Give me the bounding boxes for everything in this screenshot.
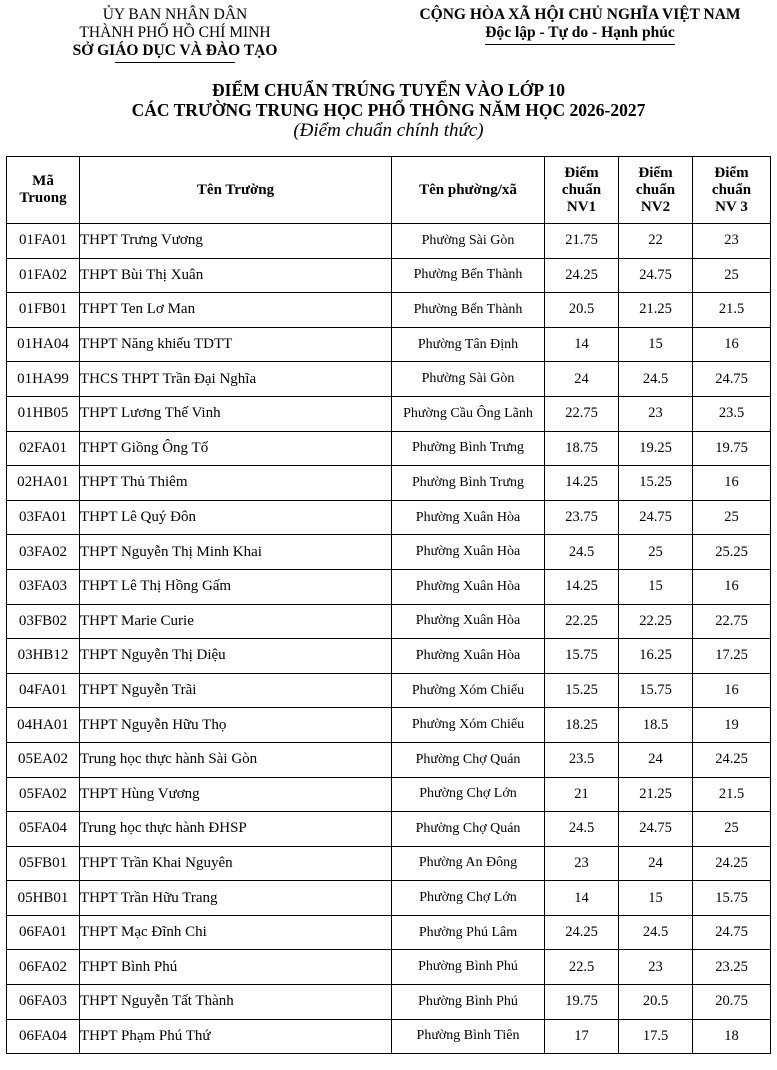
cell-school-code: 06FA02 xyxy=(7,950,80,985)
cell-ward: Phường Xuân Hòa xyxy=(392,535,545,570)
cell-school-name: THPT Lê Quý Đôn xyxy=(80,500,392,535)
cell-school-name: THPT Trần Hữu Trang xyxy=(80,881,392,916)
cell-ward: Phường Bình Phú xyxy=(392,950,545,985)
admission-scores-table xyxy=(6,156,771,1054)
cell-score-nv2: 24.75 xyxy=(619,812,693,847)
cell-school-name: Trung học thực hành Sài Gòn xyxy=(80,742,392,777)
cell-score-nv3: 23.5 xyxy=(693,396,771,431)
table-row xyxy=(7,708,771,743)
cell-ward: Phường Chợ Quán xyxy=(392,812,545,847)
cell-score-nv2: 24.75 xyxy=(619,258,693,293)
cell-score-nv2: 15 xyxy=(619,327,693,362)
cell-score-nv1: 20.5 xyxy=(545,293,619,328)
cell-school-name: THPT Nguyễn Hữu Thọ xyxy=(80,708,392,743)
cell-score-nv3: 16 xyxy=(693,569,771,604)
table-row xyxy=(7,985,771,1020)
cell-ward: Phường Xuân Hòa xyxy=(392,604,545,639)
table-row xyxy=(7,396,771,431)
cell-school-name: THPT Trần Khai Nguyên xyxy=(80,846,392,881)
table-row xyxy=(7,362,771,397)
cell-score-nv3: 19 xyxy=(693,708,771,743)
cell-score-nv3: 25.25 xyxy=(693,535,771,570)
table-row xyxy=(7,673,771,708)
cell-score-nv3: 21.5 xyxy=(693,777,771,812)
cell-score-nv1: 21 xyxy=(545,777,619,812)
cell-school-code: 05FA04 xyxy=(7,812,80,847)
cell-score-nv3: 22.75 xyxy=(693,604,771,639)
cell-score-nv2: 23 xyxy=(619,950,693,985)
table-row xyxy=(7,535,771,570)
cell-score-nv1: 14 xyxy=(545,881,619,916)
issuer-header xyxy=(60,6,290,63)
cell-score-nv3: 16 xyxy=(693,466,771,501)
cell-school-code: 01HB05 xyxy=(7,396,80,431)
cell-score-nv2: 16.25 xyxy=(619,639,693,674)
cell-score-nv3: 21.5 xyxy=(693,293,771,328)
cell-score-nv1: 18.25 xyxy=(545,708,619,743)
cell-school-name: THPT Thủ Thiêm xyxy=(80,466,392,501)
cell-score-nv3: 20.75 xyxy=(693,985,771,1020)
table-row xyxy=(7,915,771,950)
cell-score-nv2: 17.5 xyxy=(619,1019,693,1054)
cell-school-name: THPT Nguyễn Trãi xyxy=(80,673,392,708)
cell-score-nv1: 14 xyxy=(545,327,619,362)
header-ward: Tên phường/xã xyxy=(392,157,545,224)
cell-ward: Phường Bình Trưng xyxy=(392,466,545,501)
cell-ward: Phường Chợ Quán xyxy=(392,742,545,777)
cell-school-code: 02HA01 xyxy=(7,466,80,501)
cell-school-code: 04HA01 xyxy=(7,708,80,743)
issuer-department: SỞ GIÁO DỤC VÀ ĐÀO TẠO xyxy=(72,42,278,59)
cell-school-name: THPT Hùng Vương xyxy=(80,777,392,812)
cell-ward: Phường Xuân Hòa xyxy=(392,569,545,604)
cell-school-name: THPT Ten Lơ Man xyxy=(80,293,392,328)
cell-ward: Phường Bến Thành xyxy=(392,258,545,293)
cell-school-code: 01HA99 xyxy=(7,362,80,397)
table-row xyxy=(7,293,771,328)
cell-ward: Phường Bình Trưng xyxy=(392,431,545,466)
cell-score-nv1: 24 xyxy=(545,362,619,397)
cell-score-nv3: 16 xyxy=(693,327,771,362)
cell-ward: Phường Bình Tiên xyxy=(392,1019,545,1054)
cell-school-code: 04FA01 xyxy=(7,673,80,708)
cell-score-nv1: 24.25 xyxy=(545,258,619,293)
cell-score-nv2: 18.5 xyxy=(619,708,693,743)
cell-school-name: THPT Nguyễn Tất Thành xyxy=(80,985,392,1020)
table-row xyxy=(7,950,771,985)
table-row xyxy=(7,327,771,362)
cell-score-nv2: 21.25 xyxy=(619,777,693,812)
cell-ward: Phường Xóm Chiếu xyxy=(392,673,545,708)
cell-score-nv3: 25 xyxy=(693,812,771,847)
cell-score-nv2: 19.25 xyxy=(619,431,693,466)
cell-ward: Phường Chợ Lớn xyxy=(392,777,545,812)
cell-ward: Phường Xóm Chiếu xyxy=(392,708,545,743)
cell-score-nv3: 19.75 xyxy=(693,431,771,466)
cell-ward: Phường Xuân Hòa xyxy=(392,500,545,535)
table-row xyxy=(7,1019,771,1054)
table-row xyxy=(7,777,771,812)
table-body xyxy=(7,224,771,1054)
table-row xyxy=(7,639,771,674)
cell-score-nv2: 24.5 xyxy=(619,915,693,950)
cell-score-nv1: 19.75 xyxy=(545,985,619,1020)
cell-ward: Phường Bình Phú xyxy=(392,985,545,1020)
motto-underline xyxy=(485,44,675,45)
cell-score-nv3: 15.75 xyxy=(693,881,771,916)
cell-school-name: THPT Phạm Phú Thứ xyxy=(80,1019,392,1054)
cell-ward: Phường Xuân Hòa xyxy=(392,639,545,674)
table-row xyxy=(7,742,771,777)
cell-school-name: THPT Marie Curie xyxy=(80,604,392,639)
cell-school-code: 05FB01 xyxy=(7,846,80,881)
cell-school-name: THPT Giồng Ông Tố xyxy=(80,431,392,466)
national-header xyxy=(400,6,760,45)
cell-school-name: THPT Nguyễn Thị Minh Khai xyxy=(80,535,392,570)
cell-school-code: 03HB12 xyxy=(7,639,80,674)
national-name: CỘNG HÒA XÃ HỘI CHỦ NGHĨA VIỆT NAM xyxy=(419,6,741,23)
header-nv3: Điểm chuẩn NV 3 xyxy=(693,157,771,224)
cell-school-name: THCS THPT Trần Đại Nghĩa xyxy=(80,362,392,397)
cell-ward: Phường Phú Lâm xyxy=(392,915,545,950)
cell-ward: Phường An Đông xyxy=(392,846,545,881)
document-title-line-2: CÁC TRƯỜNG TRUNG HỌC PHỔ THÔNG NĂM HỌC 2026-2027 xyxy=(131,100,646,120)
cell-score-nv1: 24.25 xyxy=(545,915,619,950)
cell-school-name: THPT Lê Thị Hồng Gấm xyxy=(80,569,392,604)
cell-score-nv1: 14.25 xyxy=(545,466,619,501)
cell-score-nv2: 23 xyxy=(619,396,693,431)
national-motto: Độc lập - Tự do - Hạnh phúc xyxy=(485,24,675,41)
cell-score-nv2: 22.25 xyxy=(619,604,693,639)
table-row xyxy=(7,569,771,604)
header-nv1: Điểm chuẩn NV1 xyxy=(545,157,619,224)
cell-school-name: THPT Trưng Vương xyxy=(80,224,392,259)
cell-school-name: THPT Lương Thế Vinh xyxy=(80,396,392,431)
cell-score-nv1: 18.75 xyxy=(545,431,619,466)
cell-score-nv3: 24.25 xyxy=(693,846,771,881)
table-row xyxy=(7,846,771,881)
cell-school-code: 05HB01 xyxy=(7,881,80,916)
cell-score-nv3: 24.75 xyxy=(693,915,771,950)
cell-score-nv3: 16 xyxy=(693,673,771,708)
cell-score-nv1: 21.75 xyxy=(545,224,619,259)
cell-school-code: 06FA04 xyxy=(7,1019,80,1054)
table-row xyxy=(7,812,771,847)
cell-score-nv2: 24.75 xyxy=(619,500,693,535)
table-row xyxy=(7,604,771,639)
cell-score-nv1: 24.5 xyxy=(545,535,619,570)
cell-score-nv3: 18 xyxy=(693,1019,771,1054)
cell-ward: Phường Bến Thành xyxy=(392,293,545,328)
issuer-line-1: ỦY BAN NHÂN DÂN xyxy=(102,6,248,23)
cell-score-nv1: 15.25 xyxy=(545,673,619,708)
cell-score-nv3: 23 xyxy=(693,224,771,259)
cell-ward: Phường Cầu Ông Lãnh xyxy=(392,396,545,431)
cell-score-nv3: 25 xyxy=(693,258,771,293)
cell-school-name: THPT Bùi Thị Xuân xyxy=(80,258,392,293)
cell-ward: Phường Tân Định xyxy=(392,327,545,362)
cell-score-nv1: 23 xyxy=(545,846,619,881)
cell-school-code: 03FA03 xyxy=(7,569,80,604)
table-row xyxy=(7,224,771,259)
cell-school-code: 03FA02 xyxy=(7,535,80,570)
cell-score-nv3: 17.25 xyxy=(693,639,771,674)
document-title-line-1: ĐIỂM CHUẨN TRÚNG TUYỂN VÀO LỚP 10 xyxy=(212,80,565,100)
document-title-block xyxy=(0,80,777,142)
cell-school-code: 06FA01 xyxy=(7,915,80,950)
cell-school-code: 03FA01 xyxy=(7,500,80,535)
cell-score-nv1: 22.5 xyxy=(545,950,619,985)
table-row xyxy=(7,258,771,293)
cell-score-nv1: 24.5 xyxy=(545,812,619,847)
cell-score-nv1: 14.25 xyxy=(545,569,619,604)
cell-score-nv3: 24.25 xyxy=(693,742,771,777)
table-header-row xyxy=(7,157,771,224)
cell-score-nv1: 15.75 xyxy=(545,639,619,674)
cell-score-nv2: 22 xyxy=(619,224,693,259)
cell-score-nv2: 24.5 xyxy=(619,362,693,397)
issuer-underline xyxy=(115,62,235,63)
cell-score-nv2: 15 xyxy=(619,569,693,604)
cell-school-name: THPT Năng khiếu TDTT xyxy=(80,327,392,362)
cell-score-nv2: 15.75 xyxy=(619,673,693,708)
header-school-name: Tên Trường xyxy=(80,157,392,224)
cell-score-nv2: 20.5 xyxy=(619,985,693,1020)
table-row xyxy=(7,466,771,501)
cell-school-name: THPT Nguyễn Thị Diệu xyxy=(80,639,392,674)
cell-score-nv3: 25 xyxy=(693,500,771,535)
cell-score-nv1: 23.5 xyxy=(545,742,619,777)
cell-ward: Phường Sài Gòn xyxy=(392,362,545,397)
table-row xyxy=(7,431,771,466)
cell-score-nv2: 24 xyxy=(619,742,693,777)
header-nv2: Điểm chuẩn NV2 xyxy=(619,157,693,224)
table-row xyxy=(7,500,771,535)
cell-score-nv2: 25 xyxy=(619,535,693,570)
cell-school-name: THPT Bình Phú xyxy=(80,950,392,985)
cell-school-code: 01HA04 xyxy=(7,327,80,362)
issuer-line-2: THÀNH PHỐ HỒ CHÍ MINH xyxy=(79,24,271,41)
cell-score-nv1: 17 xyxy=(545,1019,619,1054)
cell-school-code: 05EA02 xyxy=(7,742,80,777)
header-school-code: Mã Truong xyxy=(7,157,80,224)
cell-score-nv2: 21.25 xyxy=(619,293,693,328)
cell-score-nv1: 23.75 xyxy=(545,500,619,535)
document-subtitle: (Điểm chuẩn chính thức) xyxy=(293,120,484,141)
table-row xyxy=(7,881,771,916)
cell-score-nv1: 22.75 xyxy=(545,396,619,431)
cell-score-nv2: 15 xyxy=(619,881,693,916)
cell-score-nv3: 23.25 xyxy=(693,950,771,985)
cell-ward: Phường Sài Gòn xyxy=(392,224,545,259)
cell-school-code: 01FA02 xyxy=(7,258,80,293)
cell-school-code: 02FA01 xyxy=(7,431,80,466)
cell-ward: Phường Chợ Lớn xyxy=(392,881,545,916)
cell-school-code: 06FA03 xyxy=(7,985,80,1020)
cell-school-code: 01FA01 xyxy=(7,224,80,259)
cell-school-code: 03FB02 xyxy=(7,604,80,639)
cell-score-nv3: 24.75 xyxy=(693,362,771,397)
cell-school-name: THPT Mạc Đĩnh Chi xyxy=(80,915,392,950)
cell-school-name: Trung học thực hành ĐHSP xyxy=(80,812,392,847)
cell-school-code: 01FB01 xyxy=(7,293,80,328)
cell-school-code: 05FA02 xyxy=(7,777,80,812)
cell-score-nv2: 24 xyxy=(619,846,693,881)
cell-score-nv1: 22.25 xyxy=(545,604,619,639)
cell-score-nv2: 15.25 xyxy=(619,466,693,501)
